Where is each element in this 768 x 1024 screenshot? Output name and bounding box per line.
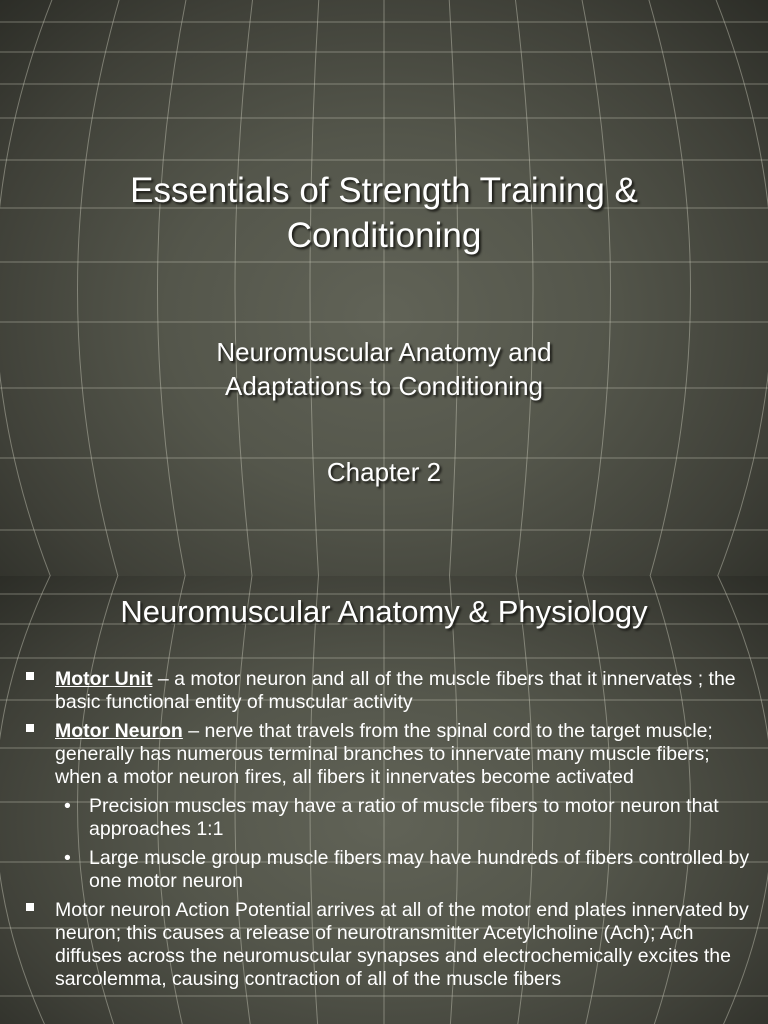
- bullet-list: [0, 668, 768, 997]
- bullet-text: – a motor neuron and all of the muscle fibers that it innervates ; the basic functional entity of muscular activity: [55, 668, 736, 713]
- bullet-text: Motor neuron Action Potential arrives at all of the motor end plates innervated by neuron; this causes a release of neurotransmitter Acetylcholine (Ach); Ach diffuses across the neuromuscular synapses and electrochemically excites the sarcolemma, causing contraction of all of the muscle fibers: [55, 899, 749, 990]
- presentation-subtitle: [0, 335, 768, 403]
- bullet-term: Motor Unit: [55, 668, 153, 690]
- square-bullet-icon: [26, 903, 34, 911]
- square-bullet-icon: [26, 724, 34, 732]
- title-line-2: Conditioning: [286, 216, 482, 255]
- chapter-label: Chapter 2: [326, 457, 442, 487]
- dot-bullet-icon: •: [64, 795, 71, 817]
- bullet-item: [0, 899, 768, 991]
- subtitle-line-2: Adaptations to Conditioning: [224, 371, 543, 401]
- sub-bullet-text: Precision muscles may have a ratio of muscle fibers to motor neuron that approaches 1:1: [89, 795, 719, 840]
- subtitle-line-1: Neuromuscular Anatomy and: [216, 337, 552, 367]
- presentation-title: [0, 168, 768, 258]
- sub-bullet-item: [0, 847, 768, 893]
- sub-bullet-text: Large muscle group muscle fibers may have hundreds of fibers controlled by one motor neuron: [89, 847, 750, 892]
- bullet-text: – nerve that travels from the spinal cord to the target muscle; generally has numerous terminal branches to innervate many muscle fibers; when a motor neuron fires, all fibers it innervates become activated: [55, 720, 713, 788]
- sub-bullet-item: [0, 795, 768, 841]
- bullet-item: [0, 720, 768, 789]
- square-bullet-icon: [26, 672, 34, 680]
- title-line-1: Essentials of Strength Training &: [130, 171, 638, 210]
- dot-bullet-icon: •: [64, 847, 71, 869]
- slide-title: Neuromuscular Anatomy & Physiology: [120, 594, 648, 629]
- bullet-term: Motor Neuron: [55, 720, 183, 742]
- bullet-item: [0, 668, 768, 714]
- content-slide: [0, 576, 768, 1024]
